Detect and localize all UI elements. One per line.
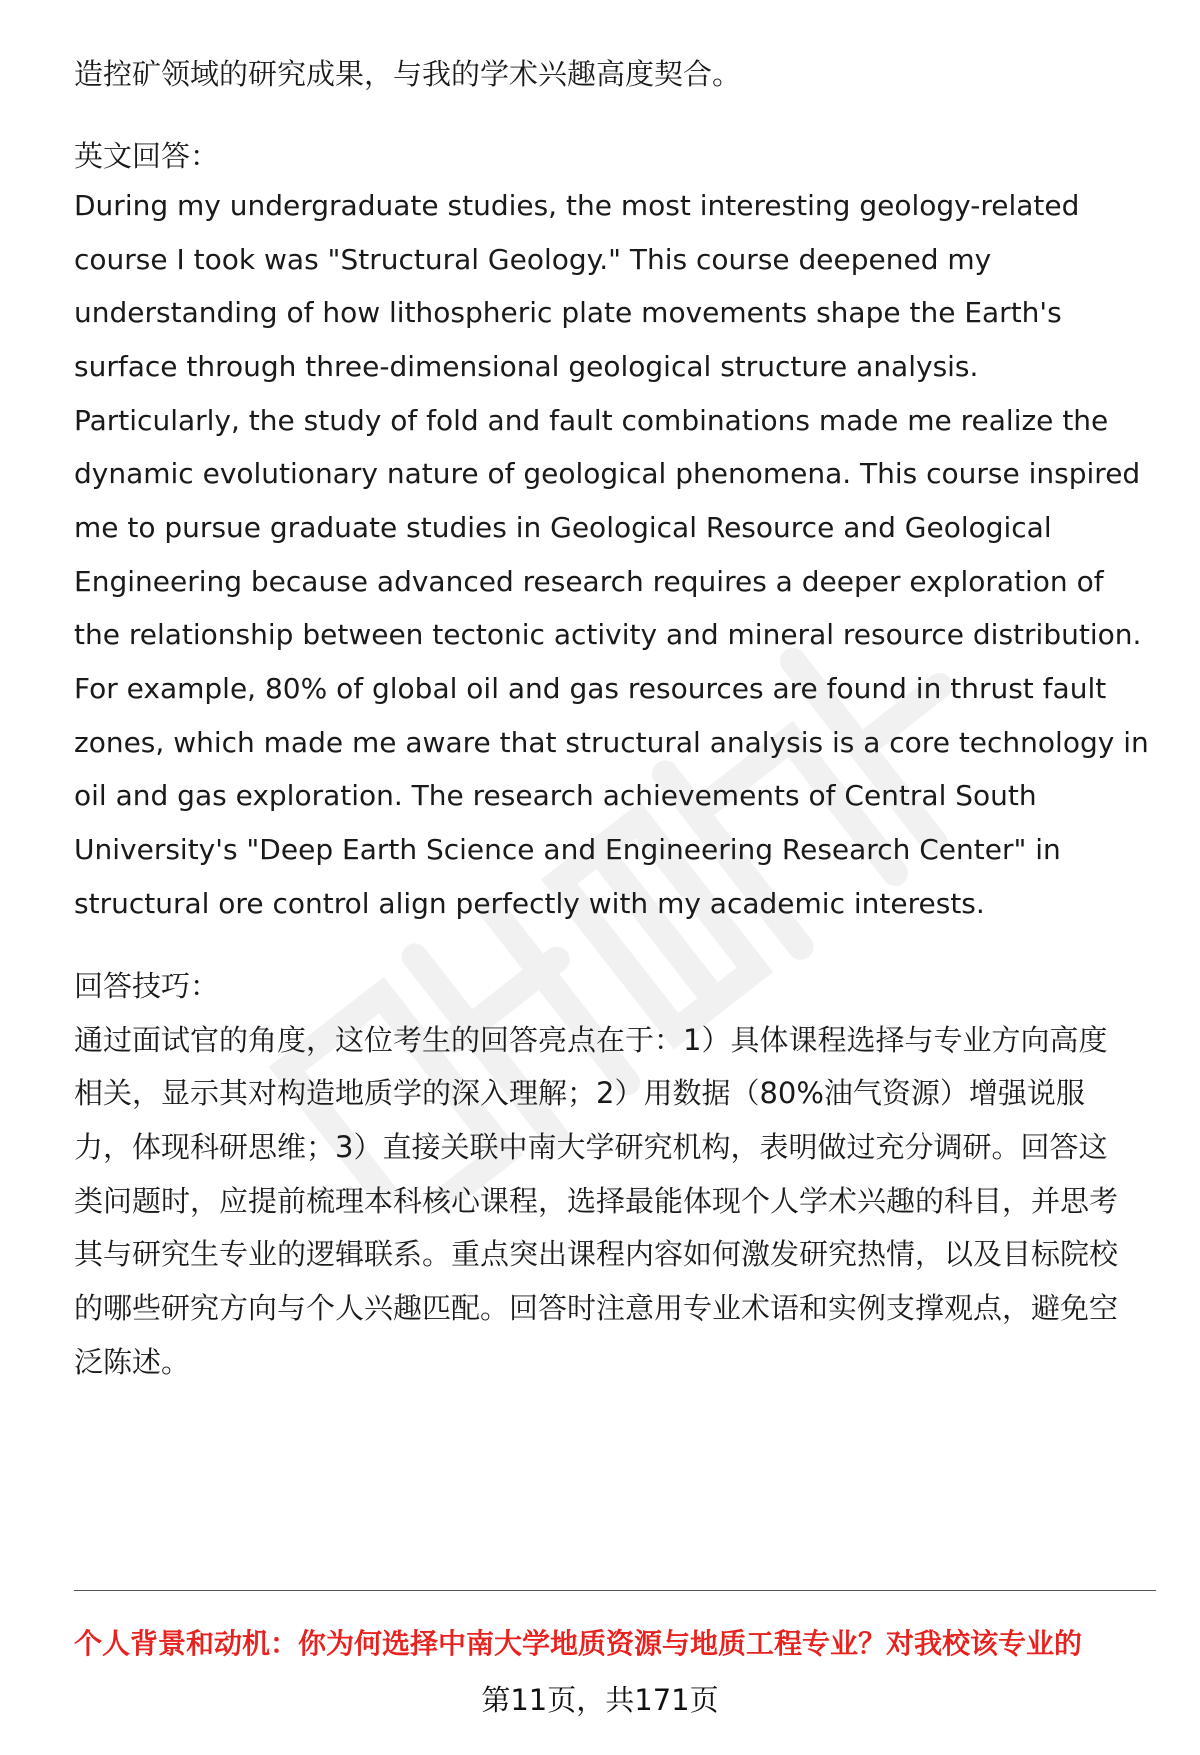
tips-heading: 回答技巧： (74, 969, 220, 1003)
english-answer-line: the relationship between tectonic activity and mineral resource distribution. (74, 618, 1142, 651)
english-answer-line: structural ore control align perfectly with my academic interests. (74, 887, 985, 920)
page-number: 第11页，共171页 (481, 1683, 719, 1717)
english-answer-line: oil and gas exploration. The research achievements of Central South (74, 779, 1037, 812)
english-answer-line: dynamic evolutionary nature of geological phenomena. This course inspired (74, 457, 1141, 490)
section-divider (74, 1590, 1156, 1591)
english-answer-line: University's "Deep Earth Science and Engineering Research Center" in (74, 833, 1061, 866)
english-answer-line: Particularly, the study of fold and fault combinations made me realize the (74, 404, 1109, 437)
tips-line: 通过面试官的角度，这位考生的回答亮点在于：1）具体课程选择与专业方向高度 (74, 1023, 1108, 1057)
tips-line: 相关，显示其对构造地质学的深入理解；2）用数据（80%油气资源）增强说服 (74, 1076, 1085, 1110)
tips-line: 的哪些研究方向与个人兴趣匹配。回答时注意用专业术语和实例支撑观点，避免空 (74, 1291, 1119, 1325)
tips-line: 类问题时，应提前梳理本科核心课程，选择最能体现个人学术兴趣的科目，并思考 (74, 1184, 1119, 1218)
intro-tail-line: 造控矿领域的研究成果，与我的学术兴趣高度契合。 (74, 57, 742, 91)
english-answer-line: understanding of how lithospheric plate movements shape the Earth's (74, 296, 1062, 329)
english-answer-line: course I took was "Structural Geology." This course deepened my (74, 243, 992, 276)
english-answer-line: zones, which made me aware that structural analysis is a core technology in (74, 726, 1149, 759)
tips-line: 泛陈述。 (74, 1345, 191, 1379)
tips-line: 力，体现科研思维；3）直接关联中南大学研究机构，表明做过充分调研。回答这 (74, 1130, 1108, 1164)
next-question-heading: 个人背景和动机：你为何选择中南大学地质资源与地质工程专业？对我校该专业的 (74, 1627, 1083, 1660)
english-answer-line: surface through three-dimensional geological structure analysis. (74, 350, 979, 383)
english-answer-line: During my undergraduate studies, the most interesting geology-related (74, 189, 1080, 222)
english-answer-line: me to pursue graduate studies in Geological Resource and Geological (74, 511, 1052, 544)
tips-line: 其与研究生专业的逻辑联系。重点突出课程内容如何激发研究热情，以及目标院校 (74, 1237, 1119, 1271)
english-answer-line: For example, 80% of global oil and gas resources are found in thrust fault (74, 672, 1107, 705)
english-answer-line: Engineering because advanced research requires a deeper exploration of (74, 565, 1104, 598)
english-answer-heading: 英文回答： (74, 139, 220, 173)
